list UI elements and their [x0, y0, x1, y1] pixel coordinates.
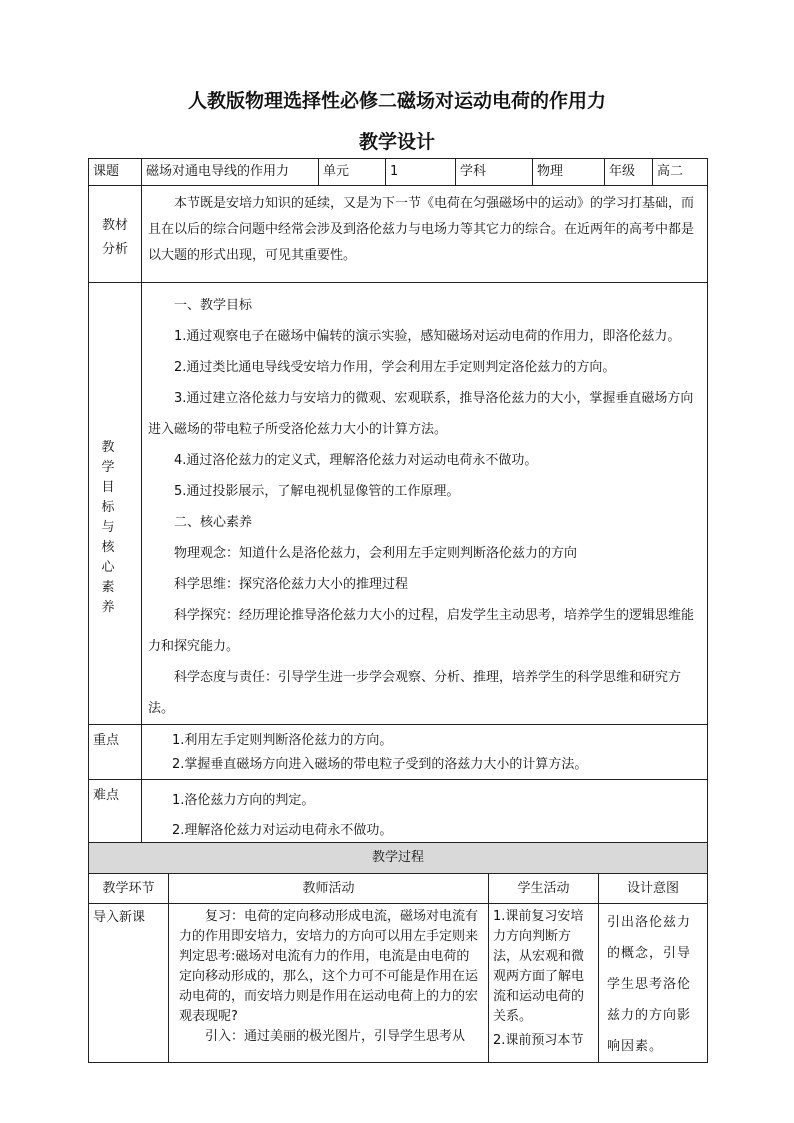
document-title: 人教版物理选择性必修二磁场对运动电荷的作用力 — [187, 90, 606, 112]
lesson-info-table — [88, 158, 708, 847]
grade-value: 高二 — [653, 159, 708, 186]
column-header-student: 学生活动 — [489, 874, 599, 904]
process-row — [89, 904, 708, 1063]
teacher-activity-text: 复习：电荷的定向移动形成电流，磁场对电流有力的作用即安培力，安培力的方向可以用左手定则来判定思考:磁场对电流有力的作用，电流是由电荷的定向移动形成的，那么，这个力可不可能是作用在运动电荷的，而安培力则是作用在运动电荷上的力的宏观表现呢? — [179, 909, 479, 1024]
goals-row — [89, 283, 708, 725]
subject-label: 学科 — [456, 159, 533, 186]
keypoints-row — [89, 725, 708, 780]
design-intent-cell: 引出洛伦兹力的概念，引导学生思考洛伦兹力的方向影响因素。 — [599, 904, 708, 1063]
goals-label: 教学目标与核心素养 — [89, 283, 142, 725]
goals-line: 物理观念：知道什么是洛伦兹力，会利用左手定则判断洛伦兹力的方向 — [174, 546, 578, 561]
goals-line: 科学探究：经历理论推导洛伦兹力大小的过程，启发学生主动思考，培养学生的逻辑思维能力和探究能力。 — [148, 608, 695, 654]
goals-line: 2.通过类比通电导线受安培力作用，学会利用左手定则判定洛伦兹力的方向。 — [174, 360, 616, 375]
goals-line: 5.通过投影展示，了解电视机显像管的工作原理。 — [174, 484, 460, 499]
difficulties-line: 2.理解洛伦兹力对运动电荷永不做功。 — [172, 823, 393, 838]
goals-line: 一、教学目标 — [174, 298, 253, 313]
grade-label: 年级 — [605, 159, 653, 186]
column-header-teacher: 教师活动 — [169, 874, 489, 904]
teacher-activity-text: 引入：通过美丽的极光图片，引导学生思考从 — [205, 1029, 466, 1044]
topic-value: 磁场对通电导线的作用力 — [142, 159, 319, 186]
goals-line: 1.通过观察电子在磁场中偏转的演示实验，感知磁场对运动电荷的作用力，即洛伦兹力。 — [174, 329, 681, 344]
analysis-text: 本节既是安培力知识的延续，又是为下一节《电荷在匀强磁场中的运动》的学习打基础，而且在以后的综合问题中经常会涉及到洛伦兹力与电场力等其它力的综合。在近两年的高考中都是以大题的形式出现，可见其重要性。 — [148, 196, 695, 263]
goals-line: 4.通过洛伦兹力的定义式，理解洛伦兹力对运动电荷永不做功。 — [174, 453, 538, 468]
unit-value: 1 — [386, 159, 456, 186]
document-subtitle: 教学设计 — [358, 131, 435, 153]
goals-line: 科学思维：探究洛伦兹力大小的推理过程 — [174, 577, 409, 592]
keypoints-label: 重点 — [89, 725, 142, 780]
difficulties-row — [89, 780, 708, 847]
difficulties-line: 1.洛伦兹力方向的判定。 — [172, 793, 315, 808]
column-header-intent: 设计意图 — [599, 874, 708, 904]
topic-label: 课题 — [89, 159, 142, 186]
stage-cell: 导入新课 — [89, 904, 169, 1063]
keypoints-line: 1.利用左手定则判断洛伦兹力的方向。 — [172, 733, 393, 748]
difficulties-label: 难点 — [89, 780, 142, 847]
student-activity-text: 1.课前复习安培力方向判断方法，从宏观和微观两方面了解电流和运动电荷的关系。 — [493, 909, 585, 1024]
analysis-label: 教材分析 — [89, 186, 142, 283]
unit-label: 单元 — [319, 159, 386, 186]
teacher-activity-cell — [169, 904, 489, 1063]
goals-content — [142, 283, 708, 725]
student-activity-text: 2.课前预习本节 — [493, 1033, 584, 1048]
process-column-headers — [89, 874, 708, 904]
process-header: 教学过程 — [89, 843, 708, 874]
process-table — [88, 842, 708, 1063]
column-header-stage: 教学环节 — [89, 874, 169, 904]
analysis-row — [89, 186, 708, 283]
subject-value: 物理 — [533, 159, 605, 186]
keypoints-line: 2.掌握垂直磁场方向进入磁场的带电粒子受到的洛兹力大小的计算方法。 — [172, 757, 588, 772]
goals-line: 科学态度与责任：引导学生进一步学会观察、分析、推理，培养学生的科学思维和研究方法。 — [148, 670, 682, 716]
student-activity-cell — [489, 904, 599, 1063]
goals-line: 二、核心素养 — [174, 515, 253, 530]
goals-line: 3.通过建立洛伦兹力与安培力的微观、宏观联系，推导洛伦兹力的大小，掌握垂直磁场方向进入磁场的带电粒子所受洛伦兹力大小的计算方法。 — [148, 391, 694, 437]
header-row — [89, 159, 708, 186]
